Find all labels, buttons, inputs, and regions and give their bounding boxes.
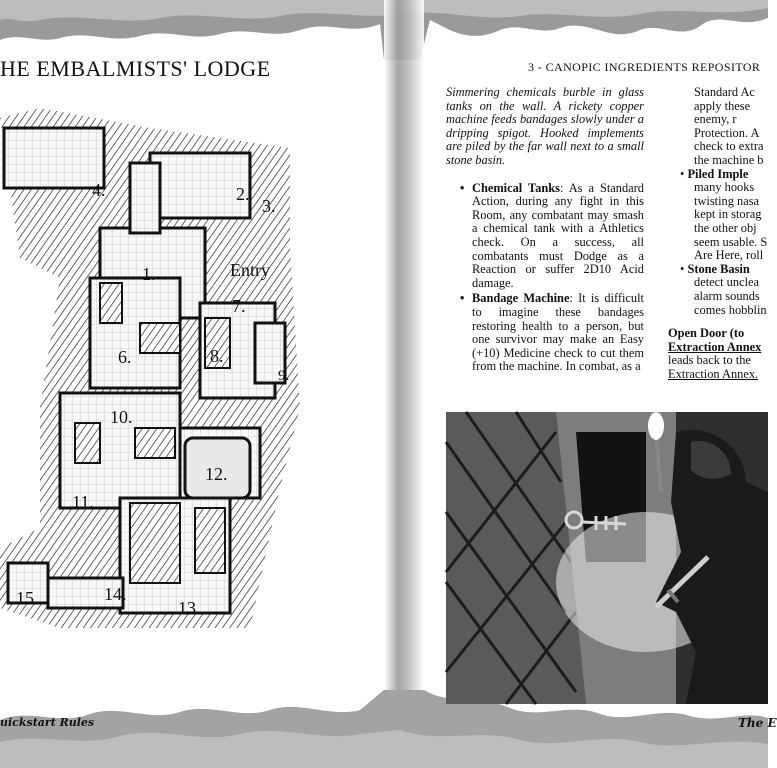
col2-line: alarm sounds (694, 288, 760, 303)
col2-line: the other obj (694, 220, 757, 235)
col2-line: comes hobblin (694, 302, 767, 317)
col2-line: seem usable. S (694, 234, 768, 249)
feature-text: : It is difficult to imagine these bandages restoring health to a person, but one survivor may make an Easy (+10) Medicine check to cut them from the machine. In combat, as a (472, 291, 645, 374)
col2-bullet: • Stone Basin (680, 261, 750, 276)
dungeon-map (0, 108, 300, 628)
door-heading: Open Door (to (668, 326, 745, 341)
footer-right: The E (738, 716, 777, 730)
text-column-1 (446, 86, 644, 376)
room-intro: Simmering chemicals burble in glass tanks on the wall. A rickety copper machine feeds bandages slowly under a dripping spigot. Hooked implements are piled by the far wall next to a small stone basin. (446, 85, 644, 167)
map-label-9: 9. (278, 368, 290, 384)
col2-line: many hooks (694, 180, 755, 195)
map-label-entry: Entry (230, 260, 270, 280)
map-label-3: 3. (262, 196, 276, 216)
page-gutter (384, 0, 424, 768)
text-column-2-clipped (668, 86, 768, 381)
col2-line: the machine b (694, 152, 764, 167)
map-label-4: 4. (92, 180, 106, 200)
map-label-14: 14. (104, 584, 127, 604)
map-label-1: 1. (142, 264, 156, 284)
map-label-8: 8. (210, 346, 224, 366)
map-label-7: 7. (232, 296, 246, 316)
map-label-6: 6. (118, 347, 132, 367)
illustration (446, 412, 768, 704)
feature-list (446, 182, 644, 374)
col2-line: Protection. A (694, 125, 760, 140)
feature-text: : As a Standard Action, during any fight in this Room, any combatant may smash a chemical tank with a Athletics check. On a success, all combatants must Dodge as a Reaction or suffer 2D10 Acid damage. (472, 180, 644, 290)
col2-line: detect unclea (694, 275, 760, 290)
feature-term: Piled Imple (687, 166, 749, 181)
map-label-2: 2. (236, 184, 250, 204)
map-label-15: 15. (16, 588, 39, 608)
door-line: leads back to the (668, 353, 751, 368)
page-title: HE EMBALMISTS' LODGE (0, 56, 271, 81)
feature-term: Stone Basin (687, 261, 750, 276)
feature-term: Chemical Tanks (472, 180, 560, 195)
map-label-12: 12. (205, 464, 228, 484)
col2-line: Standard Ac (694, 85, 755, 99)
section-header: 3 - CANOPIC INGREDIENTS REPOSITOR (528, 60, 761, 74)
col2-line: kept in storag (694, 207, 762, 222)
map-label-10: 10. (110, 407, 133, 427)
col2-line: enemy, r (694, 112, 737, 127)
col2-line: Are Here, roll (694, 248, 764, 263)
feature-term: Bandage Machine (472, 291, 570, 306)
col2-line: twisting nasa (694, 193, 760, 208)
door-link[interactable]: Extraction Annex. (668, 366, 759, 381)
feature-chemical-tanks (460, 182, 644, 291)
col2-line: check to extra (694, 139, 764, 154)
door-link-bold[interactable]: Extraction Annex (668, 339, 762, 354)
col2-line: apply these (694, 98, 751, 113)
map-label-13: 13. (178, 598, 201, 618)
col2-bullet: • Piled Imple (680, 166, 749, 181)
feature-bandage-machine (460, 292, 644, 374)
map-label-11: 11. (72, 492, 94, 512)
footer-left: uickstart Rules (0, 716, 95, 729)
